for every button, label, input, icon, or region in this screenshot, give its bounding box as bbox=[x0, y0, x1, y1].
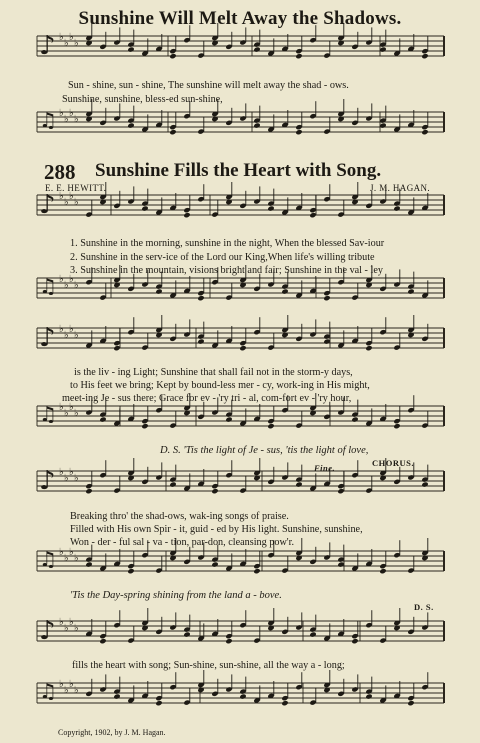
bass-clef-icon: ♫ bbox=[39, 679, 57, 703]
flat-icon: ♭ bbox=[69, 108, 74, 119]
staff bbox=[37, 621, 444, 641]
flat-icon: ♭ bbox=[59, 32, 64, 43]
flat-icon: ♭ bbox=[74, 114, 79, 125]
note-head bbox=[127, 122, 134, 128]
treble-clef-icon: ♪ bbox=[39, 616, 56, 646]
flat-icon: ♭ bbox=[74, 38, 79, 49]
flat-icon: ♭ bbox=[64, 473, 69, 484]
note-head bbox=[421, 53, 428, 59]
note-head bbox=[253, 568, 260, 574]
chorus-label: CHORUS. bbox=[372, 458, 414, 468]
note-head bbox=[99, 638, 106, 644]
flat-icon: ♭ bbox=[64, 38, 69, 49]
note-head bbox=[281, 288, 288, 294]
note-head bbox=[407, 700, 414, 706]
note-head bbox=[169, 481, 176, 487]
top-song-lyric-line-1: Sun - shine, sun - shine, The sunshine will melt away the shad - ows. bbox=[68, 80, 349, 91]
note-head bbox=[421, 481, 428, 487]
note-head bbox=[141, 205, 148, 211]
flat-icon: ♭ bbox=[69, 617, 74, 628]
note-head bbox=[239, 693, 246, 699]
note-head bbox=[393, 423, 400, 429]
treble-clef-icon: ♪ bbox=[39, 190, 56, 220]
flat-icon: ♭ bbox=[64, 280, 69, 291]
flat-icon: ♭ bbox=[64, 685, 69, 696]
note-head bbox=[295, 129, 302, 135]
note-head bbox=[351, 416, 358, 422]
system3-verse-3: Won - der - ful sal - va - tion, par-don, cleansing pow'r. bbox=[70, 537, 295, 548]
dayspring-line: 'Tis the Day-spring shining from the land a - bove. bbox=[70, 590, 282, 601]
note-head bbox=[183, 631, 190, 637]
flat-icon: ♭ bbox=[74, 623, 79, 634]
system2-verse-1: is the liv - ing Light; Sunshine that shall fail not in the storm-y days, bbox=[74, 367, 353, 378]
flat-icon: ♭ bbox=[59, 108, 64, 119]
note-head bbox=[211, 488, 218, 494]
note-head bbox=[309, 631, 316, 637]
flat-icon: ♭ bbox=[59, 324, 64, 335]
treble-clef-icon: ♪ bbox=[39, 31, 56, 61]
hymn-composer: J. M. HAGAN. bbox=[370, 183, 431, 193]
note-head bbox=[393, 205, 400, 211]
ds-refrain-line: D. S. 'Tis the light of Je - sus, 'tis the light of love, bbox=[160, 445, 369, 456]
top-song-title: Sunshine Will Melt Away the Shadows. bbox=[78, 8, 402, 29]
system3-verse-1: Breaking thro' the shad-ows, wak-ing songs of praise. bbox=[70, 511, 289, 522]
note-head bbox=[239, 345, 246, 351]
flat-icon: ♭ bbox=[69, 467, 74, 478]
flat-icon: ♭ bbox=[74, 280, 79, 291]
flat-icon: ♭ bbox=[59, 274, 64, 285]
flat-icon: ♭ bbox=[64, 623, 69, 634]
note-head bbox=[323, 295, 330, 301]
note-head bbox=[365, 693, 372, 699]
bass-clef-icon: ♫ bbox=[39, 547, 57, 571]
note-head bbox=[295, 53, 302, 59]
system2-verse-3: meet-ing Je - sus there; Grace for ev - 'ry tri - al, com-fort ev - 'ry hour, bbox=[62, 393, 352, 404]
flat-icon: ♭ bbox=[59, 191, 64, 202]
note-head bbox=[127, 568, 134, 574]
flat-icon: ♭ bbox=[74, 330, 79, 341]
flat-icon: ♭ bbox=[74, 408, 79, 419]
system2-verse-2: to His feet we bring; Kept by bound-less mer - cy, work-ing in His might, bbox=[70, 380, 370, 391]
note-head bbox=[85, 488, 92, 494]
note-head bbox=[379, 568, 386, 574]
ds-label: D. S. bbox=[414, 602, 434, 612]
note-head bbox=[211, 561, 218, 567]
note-head bbox=[225, 416, 232, 422]
note-head bbox=[407, 288, 414, 294]
hymn-author: E. E. HEWITT. bbox=[45, 183, 107, 193]
note-head bbox=[253, 122, 260, 128]
system4-verse-1: fills the heart with song; Sun-shine, sun-shine, all the way a - long; bbox=[72, 660, 345, 671]
note-head bbox=[267, 423, 274, 429]
flat-icon: ♭ bbox=[74, 553, 79, 564]
flat-icon: ♭ bbox=[74, 685, 79, 696]
note-head bbox=[225, 638, 232, 644]
system1-verse-2: 2. Sunshine in the serv-ice of the Lord our King,When life's willing tribute bbox=[70, 252, 375, 263]
flat-icon: ♭ bbox=[69, 32, 74, 43]
flat-icon: ♭ bbox=[64, 408, 69, 419]
bass-clef-icon: ♫ bbox=[39, 108, 57, 132]
flat-icon: ♭ bbox=[69, 324, 74, 335]
note-head bbox=[141, 423, 148, 429]
note-head bbox=[127, 46, 134, 52]
note-head bbox=[365, 345, 372, 351]
flat-icon: ♭ bbox=[69, 274, 74, 285]
flat-icon: ♭ bbox=[64, 330, 69, 341]
bass-clef-icon: ♫ bbox=[39, 402, 57, 426]
note-head bbox=[267, 205, 274, 211]
treble-clef-icon: ♪ bbox=[39, 466, 56, 496]
flat-icon: ♭ bbox=[74, 197, 79, 208]
note-head bbox=[281, 700, 288, 706]
flat-icon: ♭ bbox=[59, 617, 64, 628]
note-head bbox=[253, 46, 260, 52]
flat-icon: ♭ bbox=[69, 679, 74, 690]
treble-clef-icon: ♪ bbox=[39, 323, 56, 353]
note-head bbox=[113, 693, 120, 699]
note-head bbox=[351, 638, 358, 644]
flat-icon: ♭ bbox=[64, 553, 69, 564]
system1-verse-1: 1. Sunshine in the morning, sunshine in the night, When the blessed Sav-iour bbox=[70, 238, 385, 249]
bass-clef-icon: ♫ bbox=[39, 274, 57, 298]
note-head bbox=[421, 129, 428, 135]
copyright-notice: Copyright, 1902, by J. M. Hagan. bbox=[58, 728, 166, 737]
system1-verse-3: 3. Sunshine in the mountain, visions bright and fair; Sunshine in the val - ley bbox=[70, 265, 383, 276]
hymn-title: Sunshine Fills the Heart with Song. bbox=[95, 160, 382, 181]
hymn-number: 288 bbox=[44, 160, 76, 184]
note-head bbox=[295, 481, 302, 487]
note-head bbox=[85, 561, 92, 567]
note-head bbox=[99, 416, 106, 422]
flat-icon: ♭ bbox=[59, 679, 64, 690]
flat-icon: ♭ bbox=[59, 547, 64, 558]
flat-icon: ♭ bbox=[59, 402, 64, 413]
flat-icon: ♭ bbox=[69, 191, 74, 202]
fine-label: Fine. bbox=[314, 463, 336, 473]
note-head bbox=[155, 288, 162, 294]
flat-icon: ♭ bbox=[64, 114, 69, 125]
flat-icon: ♭ bbox=[64, 197, 69, 208]
flat-icon: ♭ bbox=[69, 547, 74, 558]
flat-icon: ♭ bbox=[74, 473, 79, 484]
note-head bbox=[169, 129, 176, 135]
note-head bbox=[155, 700, 162, 706]
note-head bbox=[197, 338, 204, 344]
note-head bbox=[197, 295, 204, 301]
system3-verse-2: Filled with His own Spir - it, guid - ed by His light. Sunshine, sunshine, bbox=[70, 524, 363, 535]
note-head bbox=[169, 53, 176, 59]
flat-icon: ♭ bbox=[69, 402, 74, 413]
top-song-lyric-line-2: Sunshine, sunshine, bless-ed sun-shine, bbox=[62, 94, 223, 105]
note-head bbox=[183, 212, 190, 218]
flat-icon: ♭ bbox=[59, 467, 64, 478]
